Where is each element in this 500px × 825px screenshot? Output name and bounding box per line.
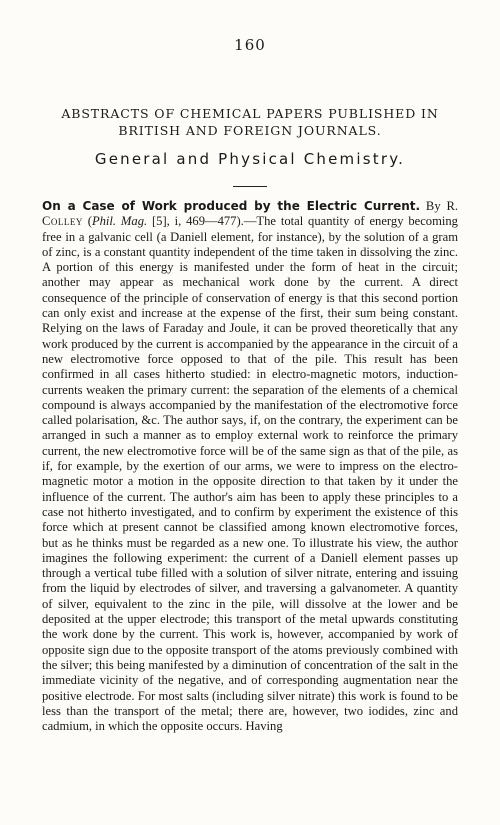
article-body [42, 199, 458, 734]
author-initial: R. [446, 199, 458, 213]
article-title: On a Case of Work produced by the Electric Current. [42, 199, 421, 213]
journal-heading-line-1: ABSTRACTS OF CHEMICAL PAPERS PUBLISHED IN [61, 106, 439, 121]
journal-heading [42, 105, 458, 139]
section-divider [233, 186, 267, 187]
journal-reference: Phil. Mag. [91, 214, 148, 229]
section-title: General and Physical Chemistry. [94, 150, 406, 168]
journal-volume-pages: [5], i, 469—477). [151, 214, 244, 229]
article-by: By [425, 199, 441, 213]
ref-open: ( [87, 214, 92, 229]
article-text: —The total quantity of energy becoming free in a galvanic cell (a Daniell element, for instance), by the solution of a gram of zinc, is a constant quantity independent of the time taken in dissolving the zinc. A portion of this energy is manifested under the form of heat in the circuit; another may appear as mechanical work done by the current. A direct consequence of the principle of conservation of energy is that this second portion can only exist and increase at the expense of the first, their sum being constant. Relying on the laws of Faraday and Joule, it can be proved theoretically that any work produced by the current is accompanied by the appearance in the circuit of a new electromotive force opposed to that of the pile. This result has been confirmed in all cases hitherto studied: in electro-magnetic motors, induction-currents weaken the primary current: the separation of the elements of a chemical compound is always accompanied by the manifestation of the electromotive force called polarisation, &c. The author says, if, on the contrary, the experiment can be arranged in such a manner as to employ external work to reinforce the primary current, the new electromotive force will be of the same sign as that of the pile, as if, for example, by the exertion of our arms, we were to impress on the electro-magnetic motor a motion in the opposite direction to that taken by it under the influence of the current. The author's aim has been to apply these principles to a case not hitherto investigated, and to confirm by experiment the existence of this force which at present cannot be classified among known electromotive forces, but as he thinks must be regarded as a new one. To illustrate his view, the author imagines the following experiment: the current of a Daniell element passes up through a vertical tube filled with a solution of silver nitrate, entering and issuing from the liquid by electrodes of silver, and traversing a galvanometer. A quantity of silver, equivalent to the zinc in the pile, will dissolve at the lower and be deposited at the upper electrode; this transport of the metal upwards constituting the work done by the current. This work is, however, accompanied by work of opposite sign due to the opposite transport of the atoms previously combined with the silver; this being manifested by a diminution of concentration of the salt in the immediate vicinity of the negative, and of corresponding augmentation near the positive electrode. For most salts (including silver nitrate) this work is found to be less than the transport of the metal; there are, however, two iodides, zinc and cadmium, in which the opposite occurs. Having [42, 214, 458, 734]
page-number: 160 [234, 36, 266, 54]
journal-heading-line-2: BRITISH AND FOREIGN JOURNALS. [118, 123, 382, 138]
author-surname: Colley [42, 214, 83, 229]
